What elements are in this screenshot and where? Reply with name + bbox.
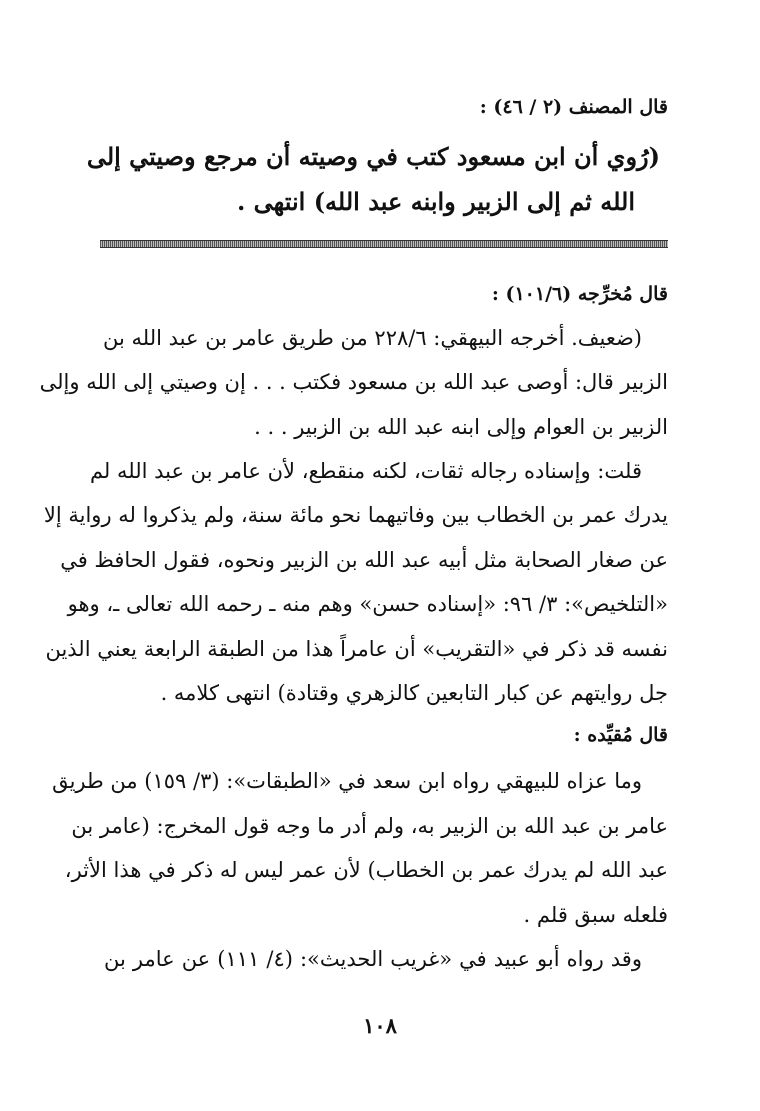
- section3-heading: قال مُقيِّده :: [573, 724, 668, 746]
- paragraph-line: فلعله سبق قلم .: [523, 903, 668, 927]
- paragraph-line: عامر بن عبد الله بن الزبير به، ولم أدر ما وجه قول المخرج: (عامر بن: [71, 814, 668, 838]
- page-number: ١٠٨: [363, 1013, 397, 1038]
- section1-heading: قال المصنف (٢ / ٤٦) :: [479, 96, 668, 118]
- paragraph-line: «التلخيص»: ٣/ ٩٦: «إسناده حسن» وهم منه ـ رحمه الله تعالى ـ، وهو: [67, 592, 668, 616]
- paragraph-line: نفسه قد ذكر في «التقريب» أن عامراً هذا من الطبقة الرابعة يعني الذين: [45, 637, 668, 661]
- paragraph-line: عبد الله لم يدرك عمر بن الخطاب) لأن عمر ليس له ذكر في هذا الأثر،: [64, 858, 668, 882]
- quote-line-1: (رُوي أن ابن مسعود كتب في وصيته أن مرجع وصيتي إلى: [86, 142, 660, 171]
- quote-line-2: الله ثم إلى الزبير وابنه عبد الله) انتهى .: [236, 187, 635, 216]
- paragraph-line: عن صغار الصحابة مثل أبيه عبد الله بن الزبير ونحوه، فقول الحافظ في: [60, 548, 668, 572]
- paragraph-line: (ضعيف. أخرجه البيهقي: ٢٢٨/٦ من طريق عامر بن عبد الله بن: [103, 326, 642, 350]
- paragraph-line: وما عزاه للبيهقي رواه ابن سعد في «الطبقات»: (٣/ ١٥٩) من طريق: [52, 769, 642, 793]
- paragraph-line: قلت: وإسناده رجاله ثقات، لكنه منقطع، لأن عامر بن عبد الله لم: [89, 459, 642, 483]
- section-divider: [100, 240, 668, 248]
- paragraph-line: جل روايتهم عن كبار التابعين كالزهري وقتادة) انتهى كلامه .: [160, 681, 668, 705]
- paragraph-line: الزبير قال: أوصى عبد الله بن مسعود فكتب . . . إن وصيتي إلى الله وإلى: [39, 370, 668, 394]
- paragraph-line: الزبير بن العوام وإلى ابنه عبد الله بن الزبير . . .: [254, 415, 668, 439]
- paragraph-line: يدرك عمر بن الخطاب بين وفاتيهما نحو مائة سنة، ولم يذكروا له رواية إلا: [43, 503, 668, 527]
- paragraph-line: وقد رواه أبو عبيد في «غريب الحديث»: (٤/ ١١١) عن عامر بن: [104, 947, 642, 971]
- section2-heading: قال مُخرِّجه (١٠١/٦) :: [491, 283, 668, 305]
